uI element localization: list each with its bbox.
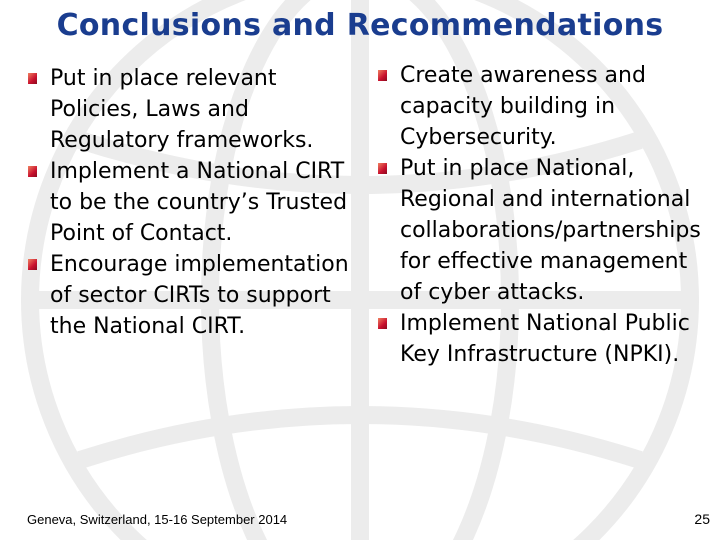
list-item — [28, 249, 368, 342]
red-square-bullet-icon — [28, 73, 37, 84]
list-item — [28, 156, 368, 249]
bullet-text: Put in place National, Regional and international collaborations/partnerships for effective management of cyber attacks. — [400, 156, 701, 305]
list-item — [378, 308, 708, 370]
red-square-bullet-icon — [378, 70, 387, 81]
left-bullet-list — [28, 63, 368, 342]
right-bullet-list — [378, 60, 708, 370]
list-item — [378, 153, 708, 308]
red-square-bullet-icon — [28, 166, 37, 177]
slide-title: Conclusions and Recommendations — [56, 8, 664, 43]
bullet-text: Encourage implementation of sector CIRTs to support the National CIRT. — [50, 252, 349, 339]
bullet-text: Create awareness and capacity building in Cybersecurity. — [400, 63, 646, 150]
bullet-text: Implement a National CIRT to be the country’s Trusted Point of Contact. — [50, 159, 348, 246]
page-number: 25 — [694, 511, 710, 527]
footer-text: Geneva, Switzerland, 15-16 September 2014 — [27, 512, 288, 527]
red-square-bullet-icon — [378, 163, 387, 174]
red-square-bullet-icon — [378, 318, 387, 329]
bullet-text: Implement National Public Key Infrastructure (NPKI). — [400, 311, 690, 367]
list-item — [28, 63, 368, 156]
red-square-bullet-icon — [28, 259, 37, 270]
list-item — [378, 60, 708, 153]
bullet-text: Put in place relevant Policies, Laws and Regulatory frameworks. — [50, 66, 314, 153]
